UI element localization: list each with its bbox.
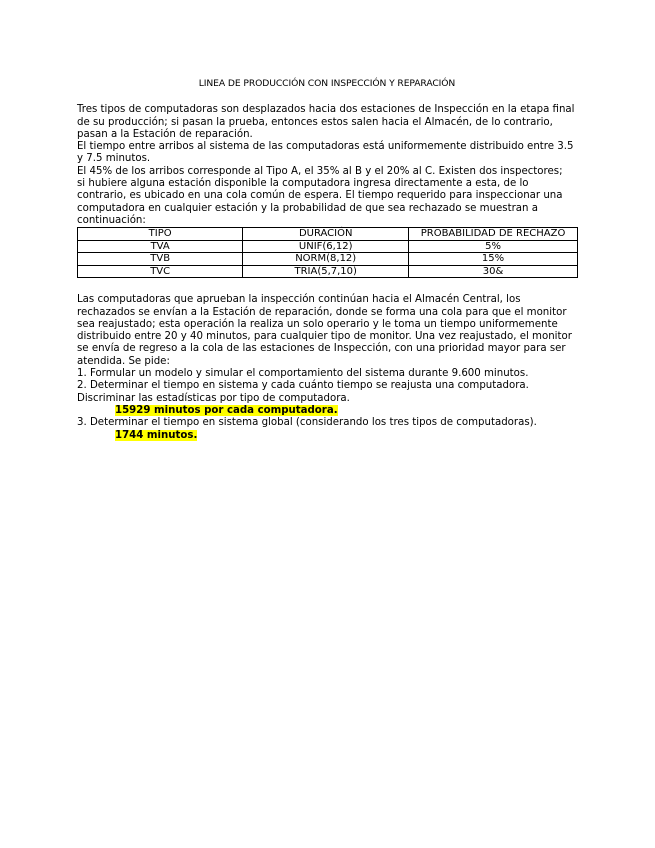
table-cell: 30& — [409, 265, 578, 278]
body-line: Las computadoras que aprueban la inspección continúan hacia el Almacén Central, los — [77, 294, 521, 306]
table-header-cell: PROBABILIDAD DE RECHAZO — [409, 228, 578, 241]
task-3: 3. Determinar el tiempo en sistema global (considerando los tres tipos de computadoras). — [77, 417, 537, 429]
task-1: 1. Formular un modelo y simular el comportamiento del sistema durante 9.600 minutos. — [77, 368, 529, 380]
intro-line: pasan a la Estación de reparación. — [77, 128, 253, 140]
task-2: 2. Determinar el tiempo en sistema y cada cuánto tiempo se reajusta una computadora. — [77, 380, 529, 392]
table-header-cell: TIPO — [78, 228, 243, 241]
answer-3-line — [77, 430, 577, 442]
table-cell: TRIA(5,7,10) — [243, 265, 409, 278]
table-cell: 15% — [409, 253, 578, 266]
table-cell: TVB — [78, 253, 243, 266]
document-page — [77, 78, 577, 442]
intro-line: El tiempo entre arribos al sistema de las computadoras está uniformemente distribuido entre 3.5 — [77, 141, 574, 153]
table-cell: UNIF(6,12) — [243, 240, 409, 253]
intro-line: continuación: — [77, 214, 146, 226]
answer-2-highlight: 15929 minutos por cada computadora. — [115, 404, 338, 416]
body-line: distribuido entre 20 y 40 minutos, para cualquier tipo de monitor. Una vez reajustado, el monitor — [77, 331, 572, 343]
body-line: sea reajustado; esta operación la realiza un solo operario y le toma un tiempo uniformemente — [77, 318, 558, 330]
intro-line: si hubiere alguna estación disponible la computadora ingresa directamente a esta, de lo — [77, 178, 529, 190]
table-header-row — [78, 228, 578, 241]
intro-line: El 45% de los arribos corresponde al Tipo A, el 35% al B y el 20% al C. Existen dos inspectores; — [77, 165, 563, 177]
body-line: atendida. Se pide: — [77, 355, 170, 367]
table-cell: 5% — [409, 240, 578, 253]
answer-3-highlight: 1744 minutos. — [115, 429, 198, 441]
intro-line: y 7.5 minutos. — [77, 153, 151, 165]
body-paragraph — [77, 294, 577, 442]
table-cell: TVC — [78, 265, 243, 278]
intro-paragraph — [77, 104, 577, 227]
body-line: se envía de regreso a la cola de las estaciones de Inspección, con una prioridad mayor para ser — [77, 343, 566, 355]
intro-line: contrario, es ubicado en una cola común de espera. El tiempo requerido para inspeccionar una — [77, 190, 563, 202]
table-cell: NORM(8,12) — [243, 253, 409, 266]
table-header-cell: DURACIÓN — [243, 228, 409, 241]
table-row — [78, 240, 578, 253]
table-cell: TVA — [78, 240, 243, 253]
answer-2-line — [77, 405, 577, 417]
intro-line: de su producción; si pasan la prueba, entonces estos salen hacia el Almacén, de lo contrario, — [77, 116, 553, 128]
document-title: LINEA DE PRODUCCIÓN CON INSPECCIÓN Y REPARACIÓN — [198, 78, 456, 89]
table-row — [78, 253, 578, 266]
table-row — [78, 265, 578, 278]
body-line: rechazados se envían a la Estación de reparación, donde se forma una cola para que el monitor — [77, 306, 567, 318]
inspection-table — [77, 227, 578, 278]
task-2-detail: Discriminar las estadísticas por tipo de computadora. — [77, 392, 350, 404]
intro-line: computadora en cualquier estación y la probabilidad de que sea rechazado se muestran a — [77, 202, 538, 214]
intro-line: Tres tipos de computadoras son desplazados hacia dos estaciones de Inspección en la etapa final — [77, 104, 575, 116]
